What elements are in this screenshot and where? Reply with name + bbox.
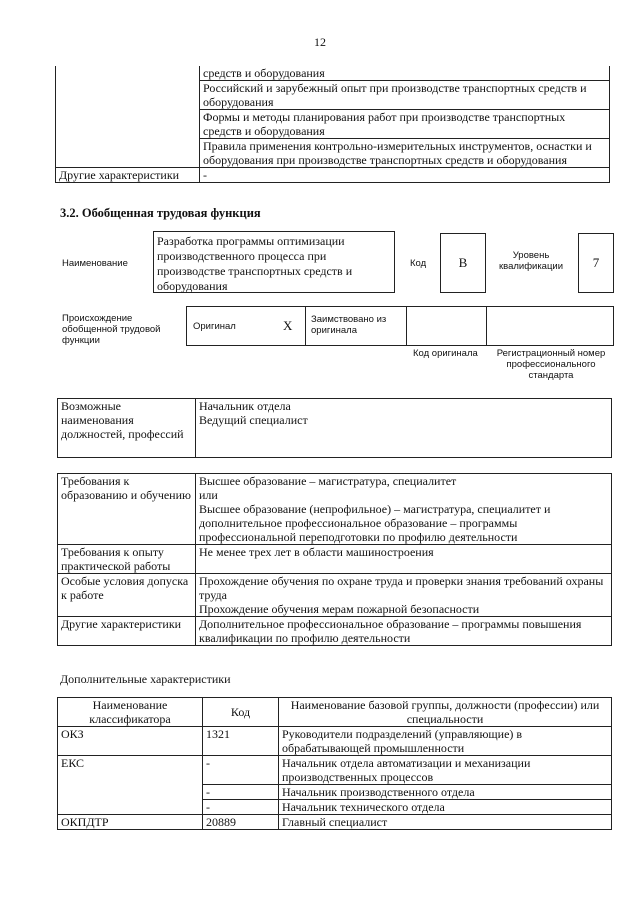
- original-mark: X: [283, 318, 293, 333]
- code-label: Код: [410, 258, 427, 269]
- positions-table: [57, 398, 612, 458]
- divider: [305, 307, 306, 345]
- code-cell: 20889: [203, 815, 279, 830]
- other-label: Другие характеристики: [58, 617, 196, 646]
- knowledge-row: Российский и зарубежный опыт при производстве транспортных средств и оборудования: [200, 81, 610, 110]
- divider: [406, 307, 407, 345]
- function-name: Разработка программы оптимизации производственного процесса при производстве транспортных средств и оборудования: [153, 231, 395, 293]
- experience-label: Требования к опыту практической работы: [58, 545, 196, 574]
- origin-label: Происхождение обобщенной трудовой функции: [62, 313, 161, 346]
- requirements-table: [57, 473, 612, 646]
- other-characteristics-label: Другие характеристики: [56, 168, 200, 183]
- other-value: Дополнительное профессиональное образование – программы повышения квалификации по профилю деятельности: [196, 617, 612, 646]
- other-characteristics-value: -: [200, 168, 610, 183]
- education-label: Требования к образованию и обучению: [58, 474, 196, 545]
- header-name: Наименование базовой группы, должности (профессии) или специальности: [279, 698, 612, 727]
- positions-label: Возможные наименования должностей, профессий: [58, 399, 196, 458]
- experience-value: Не менее трех лет в области машиностроения: [196, 545, 612, 574]
- code-original-caption: Код оригинала: [413, 348, 478, 359]
- admission-label: Особые условия допуска к работе: [58, 574, 196, 617]
- section-title: 3.2. Обобщенная трудовая функция: [60, 206, 261, 220]
- code-cell: -: [203, 756, 279, 785]
- knowledge-row: средств и оборудования: [200, 66, 610, 81]
- requirement-line: Прохождение обучения по охране труда и проверки знания требований охраны труда: [199, 574, 604, 602]
- origin-box: [186, 306, 614, 346]
- knowledge-row: Формы и методы планирования работ при производстве транспортных средств и оборудования: [200, 110, 610, 139]
- page-number: 12: [314, 35, 326, 49]
- requirement-line: Высшее образование – магистратура, специалитет: [199, 474, 457, 488]
- name-cell: Начальник производственного отдела: [279, 785, 612, 800]
- name-cell: Главный специалист: [279, 815, 612, 830]
- continuation-table: [55, 66, 610, 183]
- code-cell: -: [203, 785, 279, 800]
- requirement-line: Прохождение обучения мерам пожарной безопасности: [199, 602, 480, 616]
- name-cell: Начальник отдела автоматизации и механизации производственных процессов: [279, 756, 612, 785]
- code-value: B: [440, 233, 486, 293]
- borrowed-label: Заимствовано из оригинала: [311, 314, 387, 336]
- admission-value: [196, 574, 612, 617]
- name-label: Наименование: [62, 258, 128, 269]
- header-code: Код: [203, 698, 279, 727]
- position-item: Ведущий специалист: [199, 413, 308, 427]
- additional-title: Дополнительные характеристики: [60, 672, 231, 686]
- requirement-line: или: [199, 488, 218, 502]
- header-classifier: Наименование классификатора: [58, 698, 203, 727]
- knowledge-row: Правила применения контрольно-измерительных инструментов, оснастки и оборудования при производстве транспортных средств и оборудования: [200, 139, 610, 168]
- code-cell: -: [203, 800, 279, 815]
- original-label: Оригинал: [193, 321, 236, 332]
- divider: [486, 307, 487, 345]
- level-label: Уровень квалификации: [498, 250, 564, 272]
- position-item: Начальник отдела: [199, 399, 291, 413]
- classifier-cell: ОКПДТР: [58, 815, 203, 830]
- name-cell: Начальник технического отдела: [279, 800, 612, 815]
- education-value: [196, 474, 612, 545]
- name-cell: Руководители подразделений (управляющие) в обрабатывающей промышленности: [279, 727, 612, 756]
- positions-values: [196, 399, 612, 458]
- classifier-cell: ОКЗ: [58, 727, 203, 756]
- requirement-line: Высшее образование (непрофильное) – магистратура, специалитет и дополнительное профессиональное образование – программы профессиональной переподготовки по профилю деятельности: [199, 502, 551, 544]
- reg-number-caption: Регистрационный номер профессионального стандарта: [496, 348, 606, 381]
- classifier-table: [57, 697, 612, 830]
- empty-label-cell: [56, 66, 200, 168]
- code-cell: 1321: [203, 727, 279, 756]
- level-value: 7: [578, 233, 614, 293]
- classifier-cell: ЕКС: [58, 756, 203, 815]
